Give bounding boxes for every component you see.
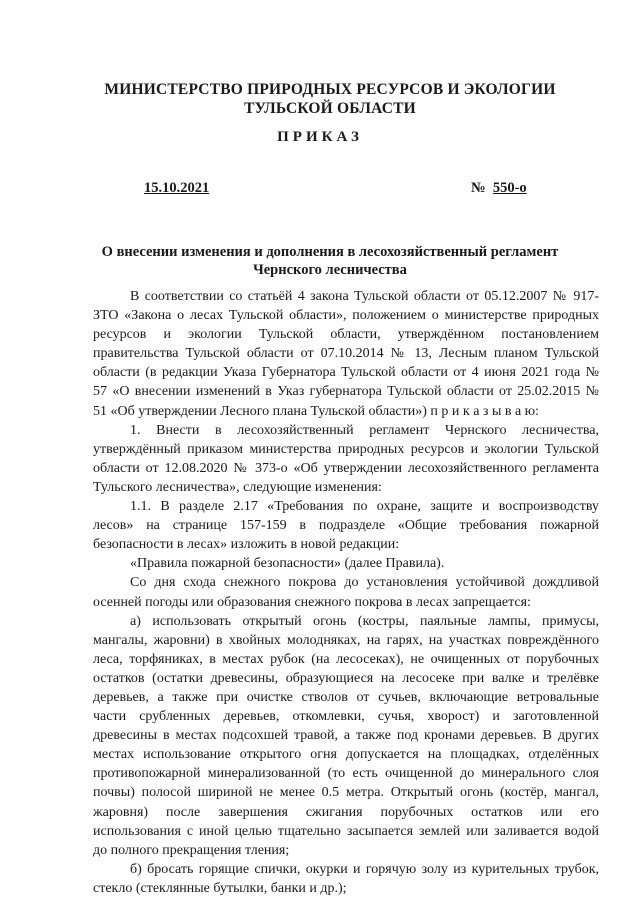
body-line: мангалы, жаровни) в хвойных молодняках, на гарях, на участках повреждённого (93, 632, 599, 648)
number-sign: № (471, 180, 486, 196)
body-line: «Правила пожарной безопасности» (далее Правила). (130, 556, 445, 572)
body-line: древесины в местах подсохшей травой, а также под кронами деревьев. В других (93, 728, 599, 744)
body-line: 1. Внести в лесохозяйственный регламент Чернского лесничества, (130, 422, 599, 438)
order-body (93, 287, 599, 898)
order-subject (60, 243, 600, 279)
body-line: Тульского лесничества», следующие изменения: (93, 479, 382, 495)
body-line: ЗТО «Закона о лесах Тульской области», положением о министерстве природных (93, 308, 599, 324)
body-line: В соответствии со статьёй 4 закона Тульской области от 05.12.2007 № 917- (130, 289, 599, 304)
body-line: утверждённый приказом министерства природных ресурсов и экологии Тульской (93, 441, 599, 457)
subject-line-2: Чернского лесничества (253, 262, 407, 278)
body-line: осенней погоды или образования снежного покрова в лесах запрещается: (93, 594, 531, 610)
ministry-line-2: ТУЛЬСКОЙ ОБЛАСТИ (244, 100, 416, 117)
body-line: области от 12.08.2020 № 373-о «Об утверждении лесохозяйственного регламента (93, 460, 599, 476)
body-line: безопасности в лесах» изложить в новой редакции: (93, 537, 400, 553)
body-line: почвы) полосой шириной не менее 0.5 метра. Открытый огонь (костёр, мангал, (93, 785, 599, 801)
body-line: правительства Тульской области от 07.10.2014 № 13, Лесным планом Тульской (93, 346, 599, 362)
body-line: части срубленных деревьев, откомлевки, сучья, хворост) и заготовленной (93, 709, 599, 725)
body-line: жаровня) после завершения сжигания порубочных остатков или его (93, 804, 599, 820)
body-line: использования с иной целью тщательно засыпается землей или заливается водой (93, 823, 599, 839)
body-line: 1.1. В разделе 2.17 «Требования по охране, защите и воспроизводству (130, 499, 599, 515)
number-value: 550-о (492, 180, 527, 196)
body-line: области (в редакции Указа Губернатора Тульской области от 4 июня 2021 года № (93, 365, 599, 381)
order-date: 15.10.2021 (144, 180, 210, 196)
body-line: деревьев, а также при очистке стволов от сучьев, включающие ветровальные (93, 689, 599, 705)
body-line: местах использование открытого огня допускается на площадках, отделённых (93, 747, 599, 763)
body-line: противопожарной минерализованной (то есть очищенной до минерального слоя (93, 766, 599, 782)
body-line: до полного прекращения тления; (93, 842, 290, 858)
body-line: б) бросать горящие спички, окурки и горячую золу из курительных трубок, (130, 861, 599, 877)
order-number (471, 180, 527, 197)
body-line: стекло (стеклянные бутылки, банки и др.); (93, 880, 347, 896)
body-line: леса, торфяниках, в местах рубок (на лесосеках), не очищенных от порубочных (93, 651, 599, 667)
ministry-heading (60, 80, 600, 118)
ministry-line-1: МИНИСТЕРСТВО ПРИРОДНЫХ РЕСУРСОВ И ЭКОЛОГИИ (104, 81, 556, 98)
body-line: а) использовать открытый огонь (костры, паяльные лампы, примусы, (130, 613, 599, 629)
order-title: ПРИКАЗ (277, 129, 363, 145)
subject-line-1: О внесении изменения и дополнения в лесохозяйственный регламент (101, 244, 559, 260)
body-line: 57 «О внесении изменений в Указ губернатора Тульской области от 25.02.2015 № (93, 384, 599, 400)
body-line: ресурсов и экологии Тульской области, утверждённом постановлением (93, 327, 599, 343)
body-line: Со дня схода снежного покрова до установления устойчивой дождливой (130, 575, 599, 591)
body-line: остатков (остатки древесины, образующиеся на лесосеке при валке и трелёвке (93, 670, 599, 686)
body-line: 51 «Об утверждении Лесного плана Тульской области») п р и к а з ы в а ю: (93, 403, 540, 419)
body-line: лесов» на странице 157-159 в подразделе «Общие требования пожарной (93, 518, 599, 534)
